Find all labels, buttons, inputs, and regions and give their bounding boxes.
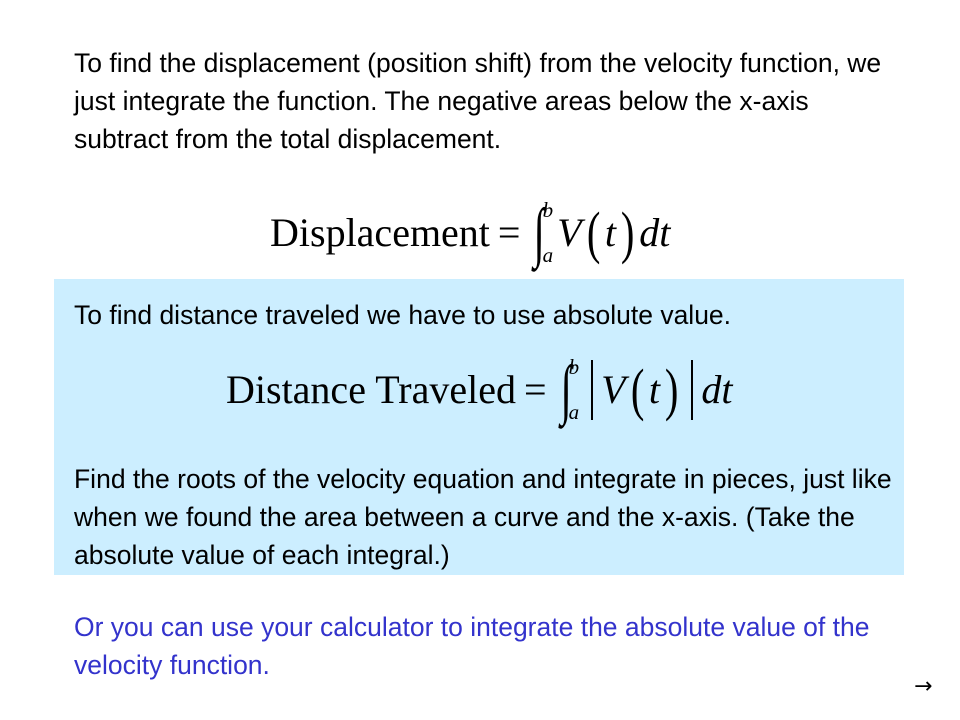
- integral: [559, 353, 584, 426]
- upper-limit: b: [568, 355, 580, 379]
- roots-paragraph: Find the roots of the velocity equation and integrate in pieces, just like when we found the area between a curve and the x-axis. (Take the absolute value of each integral.): [74, 464, 892, 570]
- equation-lhs: Distance Traveled: [226, 367, 516, 412]
- open-paren: (: [586, 200, 600, 265]
- function-name: V: [601, 367, 626, 412]
- next-arrow-icon[interactable]: →: [914, 674, 933, 699]
- close-paren: ): [620, 200, 635, 265]
- integral: [533, 196, 557, 269]
- open-paren: (: [630, 357, 644, 422]
- displacement-equation: [270, 196, 670, 270]
- lower-limit: a: [568, 400, 580, 424]
- integral-sign-icon: ∫: [533, 196, 546, 269]
- equals-sign: =: [523, 367, 547, 412]
- differential: dt: [639, 210, 671, 255]
- intro-paragraph: To find the displacement (position shift) from the velocity function, we just integrate the function. The negative areas below the x-axis subtract from the total displacement.: [74, 48, 882, 154]
- close-paren: ): [664, 357, 679, 422]
- distance-paragraph: To find distance traveled we have to use absolute value.: [74, 300, 732, 330]
- function-variable: t: [604, 210, 616, 255]
- integral-sign-icon: ∫: [559, 353, 572, 426]
- equation-lhs: Displacement: [270, 210, 490, 255]
- distance-equation: [226, 350, 732, 430]
- equals-sign: =: [497, 210, 521, 255]
- lower-limit: a: [542, 243, 554, 267]
- absolute-bar-right-icon: [691, 360, 693, 420]
- calculator-paragraph: Or you can use your calculator to integrate the absolute value of the velocity function.: [74, 612, 870, 680]
- upper-limit: b: [542, 198, 554, 222]
- differential: dt: [701, 367, 733, 412]
- absolute-bar-left-icon: [591, 360, 593, 420]
- function-variable: t: [648, 367, 660, 412]
- function-name: V: [557, 210, 582, 255]
